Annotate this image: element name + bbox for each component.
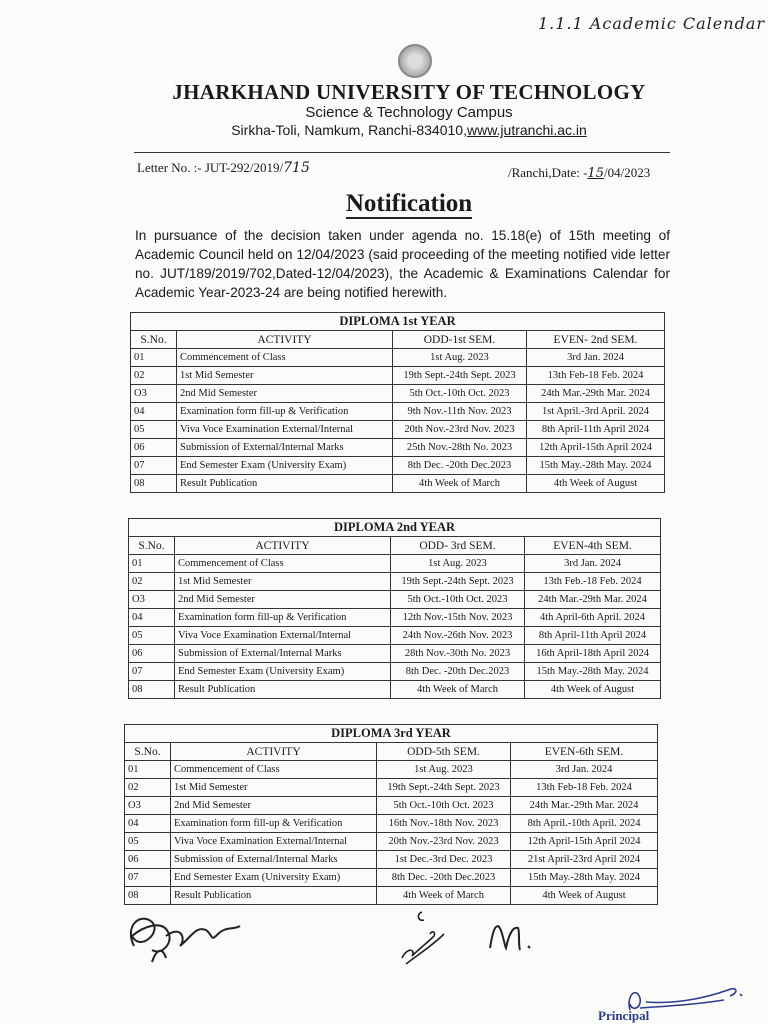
activity-cell: 2nd Mid Semester — [175, 591, 391, 609]
table-header-cell: EVEN-6th SEM. — [511, 743, 658, 761]
table-row — [129, 555, 661, 573]
date-cell: 8th April-11th April 2024 — [525, 627, 661, 645]
date-cell: 8th April.-10th April. 2024 — [511, 815, 658, 833]
date-cell: 12th Nov.-15th Nov. 2023 — [391, 609, 525, 627]
university-logo-icon — [398, 44, 432, 78]
calendar-table-year-2 — [128, 518, 661, 699]
activity-cell: Viva Voce Examination External/Internal — [171, 833, 377, 851]
serial-cell: 04 — [129, 609, 175, 627]
table-header-cell: ODD-1st SEM. — [393, 331, 527, 349]
activity-cell: Result Publication — [171, 887, 377, 905]
date-cell: 28th Nov.-30th No. 2023 — [391, 645, 525, 663]
serial-cell: 05 — [125, 833, 171, 851]
table-header-cell: ACTIVITY — [175, 537, 391, 555]
date-cell: 4th Week of August — [525, 681, 661, 699]
address-text: Sirkha-Toli, Namkum, Ranchi-834010, — [231, 122, 467, 138]
serial-cell: 01 — [131, 349, 177, 367]
date-cell: 1st April.-3rd April. 2024 — [527, 403, 665, 421]
page-title — [0, 190, 768, 218]
activity-cell: 1st Mid Semester — [171, 779, 377, 797]
header-divider — [134, 152, 670, 153]
serial-cell: 06 — [125, 851, 171, 869]
activity-cell: End Semester Exam (University Exam) — [177, 457, 393, 475]
date-cell: 25th Nov.-28th No. 2023 — [393, 439, 527, 457]
date-cell: 13th Feb.-18 Feb. 2024 — [525, 573, 661, 591]
letter-number — [137, 160, 310, 176]
university-name: JHARKHAND UNIVERSITY OF TECHNOLOGY — [172, 80, 646, 104]
table-header-cell: S.No. — [125, 743, 171, 761]
table-row — [129, 591, 661, 609]
activity-cell: Submission of External/Internal Marks — [175, 645, 391, 663]
activity-cell: Examination form fill-up & Verification — [177, 403, 393, 421]
serial-cell: 04 — [125, 815, 171, 833]
table-row — [129, 645, 661, 663]
table-row — [125, 815, 658, 833]
signature-2 — [392, 906, 452, 966]
table-row — [131, 403, 665, 421]
date-cell: 8th Dec. -20th Dec.2023 — [393, 457, 527, 475]
table-row — [131, 439, 665, 457]
table-row — [129, 627, 661, 645]
serial-cell: 07 — [129, 663, 175, 681]
serial-cell: 08 — [131, 475, 177, 493]
website-link[interactable]: www.jutranchi.ac.in — [466, 122, 587, 138]
table-row — [129, 681, 661, 699]
date-cell: 3rd Jan. 2024 — [527, 349, 665, 367]
serial-cell: 05 — [131, 421, 177, 439]
table-header-cell: ACTIVITY — [171, 743, 377, 761]
table-row — [125, 779, 658, 797]
address-line — [0, 122, 768, 138]
serial-cell: 02 — [131, 367, 177, 385]
date-rest: /04/2023 — [603, 165, 651, 180]
date-day: 15 — [587, 166, 604, 181]
serial-cell: 01 — [129, 555, 175, 573]
date-cell: 19th Sept.-24th Sept. 2023 — [377, 779, 511, 797]
date-cell: 19th Sept.-24th Sept. 2023 — [391, 573, 525, 591]
activity-cell: Submission of External/Internal Marks — [171, 851, 377, 869]
date-cell: 16th April-18th April 2024 — [525, 645, 661, 663]
date-cell: 4th Week of August — [527, 475, 665, 493]
serial-cell: O3 — [125, 797, 171, 815]
serial-cell: 01 — [125, 761, 171, 779]
date-cell: 15th May.-28th May. 2024 — [525, 663, 661, 681]
date-cell: 16th Nov.-18th Nov. 2023 — [377, 815, 511, 833]
date-cell: 8th April-11th April 2024 — [527, 421, 665, 439]
date-cell: 20th Nov.-23rd Nov. 2023 — [393, 421, 527, 439]
table-header-cell: EVEN-4th SEM. — [525, 537, 661, 555]
table-header-cell: ACTIVITY — [177, 331, 393, 349]
table-title: DIPLOMA 1st YEAR — [131, 313, 665, 331]
date-cell: 3rd Jan. 2024 — [511, 761, 658, 779]
activity-cell: 1st Mid Semester — [175, 573, 391, 591]
serial-cell: 06 — [131, 439, 177, 457]
table-row — [131, 367, 665, 385]
serial-cell: O3 — [129, 591, 175, 609]
activity-cell: Commencement of Class — [171, 761, 377, 779]
signature-3 — [484, 918, 544, 958]
date-cell: 1st Aug. 2023 — [377, 761, 511, 779]
signature-1 — [122, 906, 252, 968]
table-row — [125, 869, 658, 887]
date-cell: 8th Dec. -20th Dec.2023 — [391, 663, 525, 681]
date-cell: 4th Week of March — [393, 475, 527, 493]
activity-cell: Result Publication — [177, 475, 393, 493]
activity-cell: Viva Voce Examination External/Internal — [177, 421, 393, 439]
table-row — [125, 887, 658, 905]
date-cell: 24th Nov.-26th Nov. 2023 — [391, 627, 525, 645]
table-header-cell: S.No. — [131, 331, 177, 349]
table-row — [125, 851, 658, 869]
date-cell: 1st Aug. 2023 — [391, 555, 525, 573]
handwritten-note: 1.1.1 Academic Calendar — [538, 14, 765, 33]
table-header-cell: ODD-5th SEM. — [377, 743, 511, 761]
date-cell: 20th Nov.-23rd Nov. 2023 — [377, 833, 511, 851]
date-cell: 12th April-15th April 2024 — [527, 439, 665, 457]
table-row — [129, 663, 661, 681]
activity-cell: Result Publication — [175, 681, 391, 699]
table-header-cell: EVEN- 2nd SEM. — [527, 331, 665, 349]
table-row — [129, 573, 661, 591]
date-cell: 5th Oct.-10th Oct. 2023 — [393, 385, 527, 403]
activity-cell: End Semester Exam (University Exam) — [175, 663, 391, 681]
activity-cell: Commencement of Class — [175, 555, 391, 573]
date-cell: 15th May.-28th May. 2024 — [527, 457, 665, 475]
table-title: DIPLOMA 2nd YEAR — [129, 519, 661, 537]
date-cell: 1st Aug. 2023 — [393, 349, 527, 367]
date-cell: 9th Nov.-11th Nov. 2023 — [393, 403, 527, 421]
campus-name: Science & Technology Campus — [305, 104, 513, 121]
letter-date — [508, 165, 650, 181]
letter-handwritten-number: 715 — [283, 160, 310, 176]
table-row — [125, 797, 658, 815]
serial-cell: 08 — [125, 887, 171, 905]
date-cell: 13th Feb-18 Feb. 2024 — [527, 367, 665, 385]
table-row — [131, 475, 665, 493]
date-cell: 4th Week of March — [391, 681, 525, 699]
table-header-cell: ODD- 3rd SEM. — [391, 537, 525, 555]
date-cell: 5th Oct.-10th Oct. 2023 — [391, 591, 525, 609]
activity-cell: Examination form fill-up & Verification — [175, 609, 391, 627]
date-cell: 24th Mar.-29th Mar. 2024 — [525, 591, 661, 609]
activity-cell: Commencement of Class — [177, 349, 393, 367]
serial-cell: 04 — [131, 403, 177, 421]
calendar-table-year-3 — [124, 724, 658, 905]
table-header-cell: S.No. — [129, 537, 175, 555]
activity-cell: 2nd Mid Semester — [171, 797, 377, 815]
date-cell: 3rd Jan. 2024 — [525, 555, 661, 573]
serial-cell: 08 — [129, 681, 175, 699]
activity-cell: End Semester Exam (University Exam) — [171, 869, 377, 887]
date-cell: 15th May.-28th May. 2024 — [511, 869, 658, 887]
serial-cell: 07 — [125, 869, 171, 887]
table-row — [125, 833, 658, 851]
date-cell: 21st April-23rd April 2024 — [511, 851, 658, 869]
table-row — [131, 349, 665, 367]
activity-cell: 2nd Mid Semester — [177, 385, 393, 403]
serial-cell: 07 — [131, 457, 177, 475]
date-cell: 4th Week of March — [377, 887, 511, 905]
notification-paragraph: In pursuance of the decision taken under agenda no. 15.18(e) of 15th meeting of Academic Council held on 12/04/2023 (said proceeding of the meeting notified vide letter no. JUT/189/2019/702,Dated-12/04/2023), the Academic & Examinations Calendar for Academic Year-2023-24 are being notified herewith. — [135, 228, 670, 300]
serial-cell: 02 — [129, 573, 175, 591]
table-row — [131, 421, 665, 439]
date-cell: 5th Oct.-10th Oct. 2023 — [377, 797, 511, 815]
table-title: DIPLOMA 3rd YEAR — [125, 725, 658, 743]
calendar-table-year-1 — [130, 312, 665, 493]
activity-cell: 1st Mid Semester — [177, 367, 393, 385]
date-cell: 4th April-6th April. 2024 — [525, 609, 661, 627]
activity-cell: Examination form fill-up & Verification — [171, 815, 377, 833]
date-prefix: /Ranchi,Date: - — [508, 165, 588, 180]
date-cell: 19th Sept.-24th Sept. 2023 — [393, 367, 527, 385]
serial-cell: O3 — [131, 385, 177, 403]
date-cell: 13th Feb-18 Feb. 2024 — [511, 779, 658, 797]
date-cell: 4th Week of August — [511, 887, 658, 905]
page-title-text: Notification — [345, 190, 473, 217]
serial-cell: 06 — [129, 645, 175, 663]
serial-cell: 05 — [129, 627, 175, 645]
table-row — [131, 457, 665, 475]
date-cell: 1st Dec.-3rd Dec. 2023 — [377, 851, 511, 869]
date-cell: 24th Mar.-29th Mar. 2024 — [511, 797, 658, 815]
date-cell: 12th April-15th April 2024 — [511, 833, 658, 851]
principal-label: Principal — [598, 1008, 650, 1023]
table-row — [125, 761, 658, 779]
activity-cell: Submission of External/Internal Marks — [177, 439, 393, 457]
date-cell: 8th Dec. -20th Dec.2023 — [377, 869, 511, 887]
date-cell: 24th Mar.-29th Mar. 2024 — [527, 385, 665, 403]
serial-cell: 02 — [125, 779, 171, 797]
activity-cell: Viva Voce Examination External/Internal — [175, 627, 391, 645]
letter-prefix: Letter No. :- JUT-292/2019/ — [137, 160, 284, 175]
table-row — [131, 385, 665, 403]
table-row — [129, 609, 661, 627]
